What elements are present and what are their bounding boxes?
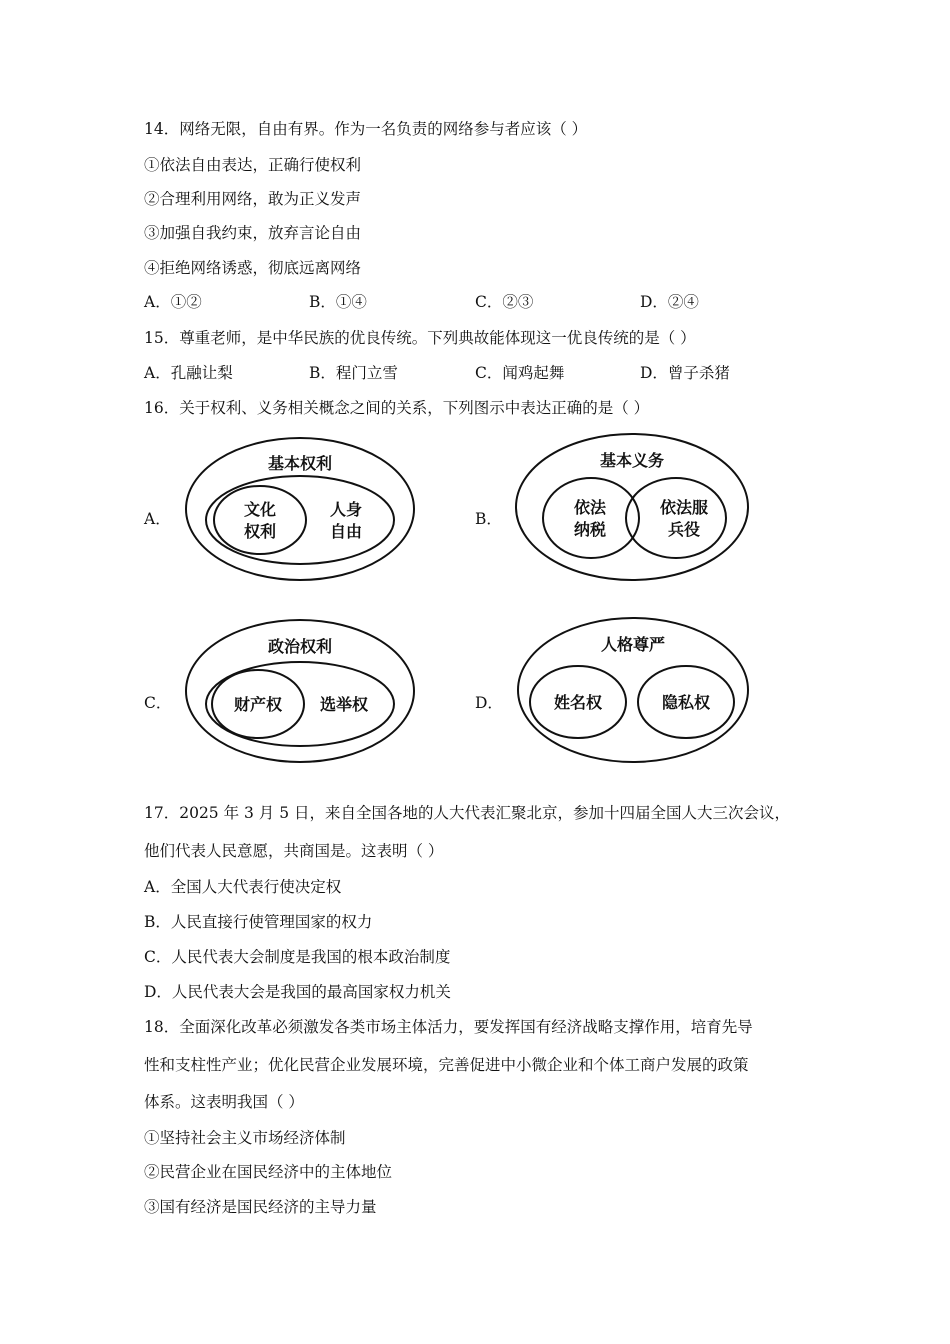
q14-item-3: ③加强自我约束，放弃言论自由 xyxy=(144,224,362,242)
q16-stem: 16．关于权利、义务相关概念之间的关系，下列图示中表达正确的是（ ） xyxy=(144,399,650,417)
q14-stem: 14．网络无限，自由有界。作为一名负责的网络参与者应该（ ） xyxy=(144,120,588,138)
q17-stem-line-2: 他们代表人民意愿，共商国是。这表明（ ） xyxy=(144,842,444,860)
q17-option-d: D．人民代表大会是我国的最高国家权力机关 xyxy=(144,983,451,1001)
q18-stem-line-2: 性和支柱性产业；优化民营企业发展环境，完善促进中小微企业和个体工商户发展的政策 xyxy=(144,1056,749,1074)
q15-option-c: C．闻鸡起舞 xyxy=(475,364,565,382)
diagram-d-left-label: 姓名权 xyxy=(553,693,603,712)
diagram-a-inner-label-2: 权利 xyxy=(243,522,277,541)
q14-option-b: B．①④ xyxy=(309,293,367,311)
q16-label-c: C． xyxy=(144,694,172,712)
q14-item-4: ④拒绝网络诱惑，彻底远离网络 xyxy=(144,259,362,277)
diagram-a-inner-label-1: 文化 xyxy=(243,500,277,519)
diagram-b-left-circle xyxy=(543,478,639,558)
diagram-b-right-circle xyxy=(626,478,726,558)
diagram-a-middle-ellipse xyxy=(206,476,394,564)
q17-stem-line-1: 17．2025 年 3 月 5 日，来自全国各地的人大代表汇聚北京，参加十四届全国人大三次会议， xyxy=(144,804,791,822)
diagram-c-outer-label: 政治权利 xyxy=(267,637,333,656)
diagram-b-left-label-2: 纳税 xyxy=(573,520,607,539)
q14-option-a: A．①② xyxy=(144,293,202,311)
q14-option-d: D．②④ xyxy=(640,293,699,311)
q16-label-b: B． xyxy=(475,510,502,528)
q18-item-2: ②民营企业在国民经济中的主体地位 xyxy=(144,1163,393,1181)
diagram-c-inner-label: 财产权 xyxy=(233,695,283,714)
diagram-a-right-label-1: 人身 xyxy=(329,500,363,519)
q15-option-d: D．曾子杀猪 xyxy=(640,364,730,382)
diagram-a xyxy=(184,436,416,582)
diagram-c-right-label: 选举权 xyxy=(319,695,369,714)
diagram-b xyxy=(514,432,750,582)
diagram-b-right-label-1: 依法服 xyxy=(659,498,709,517)
diagram-b-outer-label: 基本义务 xyxy=(599,451,665,470)
q15-stem: 15．尊重老师，是中华民族的优良传统。下列典故能体现这一优良传统的是（ ） xyxy=(144,329,696,347)
diagram-d-right-label: 隐私权 xyxy=(661,693,711,712)
diagram-b-left-label-1: 依法 xyxy=(573,498,607,517)
q15-option-b: B．程门立雪 xyxy=(309,364,398,382)
q18-stem-line-3: 体系。这表明我国（ ） xyxy=(144,1093,304,1111)
diagram-d xyxy=(516,616,750,764)
q18-stem-line-1: 18．全面深化改革必须激发各类市场主体活力，要发挥国有经济战略支撑作用，培育先导 xyxy=(144,1018,753,1036)
diagram-c xyxy=(184,618,416,764)
q18-item-3: ③国有经济是国民经济的主导力量 xyxy=(144,1198,377,1216)
q17-option-b: B．人民直接行使管理国家的权力 xyxy=(144,913,373,931)
diagram-a-outer-label: 基本权利 xyxy=(267,454,333,473)
diagram-a-inner-ellipse xyxy=(214,486,306,554)
q18-item-1: ①坚持社会主义市场经济体制 xyxy=(144,1129,346,1147)
diagram-d-outer-label: 人格尊严 xyxy=(600,635,666,654)
q16-label-a: A． xyxy=(144,510,171,528)
q14-item-2: ②合理利用网络，敢为正义发声 xyxy=(144,190,362,208)
q17-option-c: C．人民代表大会制度是我国的根本政治制度 xyxy=(144,948,451,966)
q16-label-d: D． xyxy=(475,694,503,712)
q14-option-c: C．②③ xyxy=(475,293,534,311)
q14-item-1: ①依法自由表达，正确行使权利 xyxy=(144,156,362,174)
q17-option-a: A．全国人大代表行使决定权 xyxy=(144,878,342,896)
diagram-b-right-label-2: 兵役 xyxy=(667,520,701,539)
q15-option-a: A．孔融让梨 xyxy=(144,364,233,382)
diagram-a-right-label-2: 自由 xyxy=(329,522,363,541)
